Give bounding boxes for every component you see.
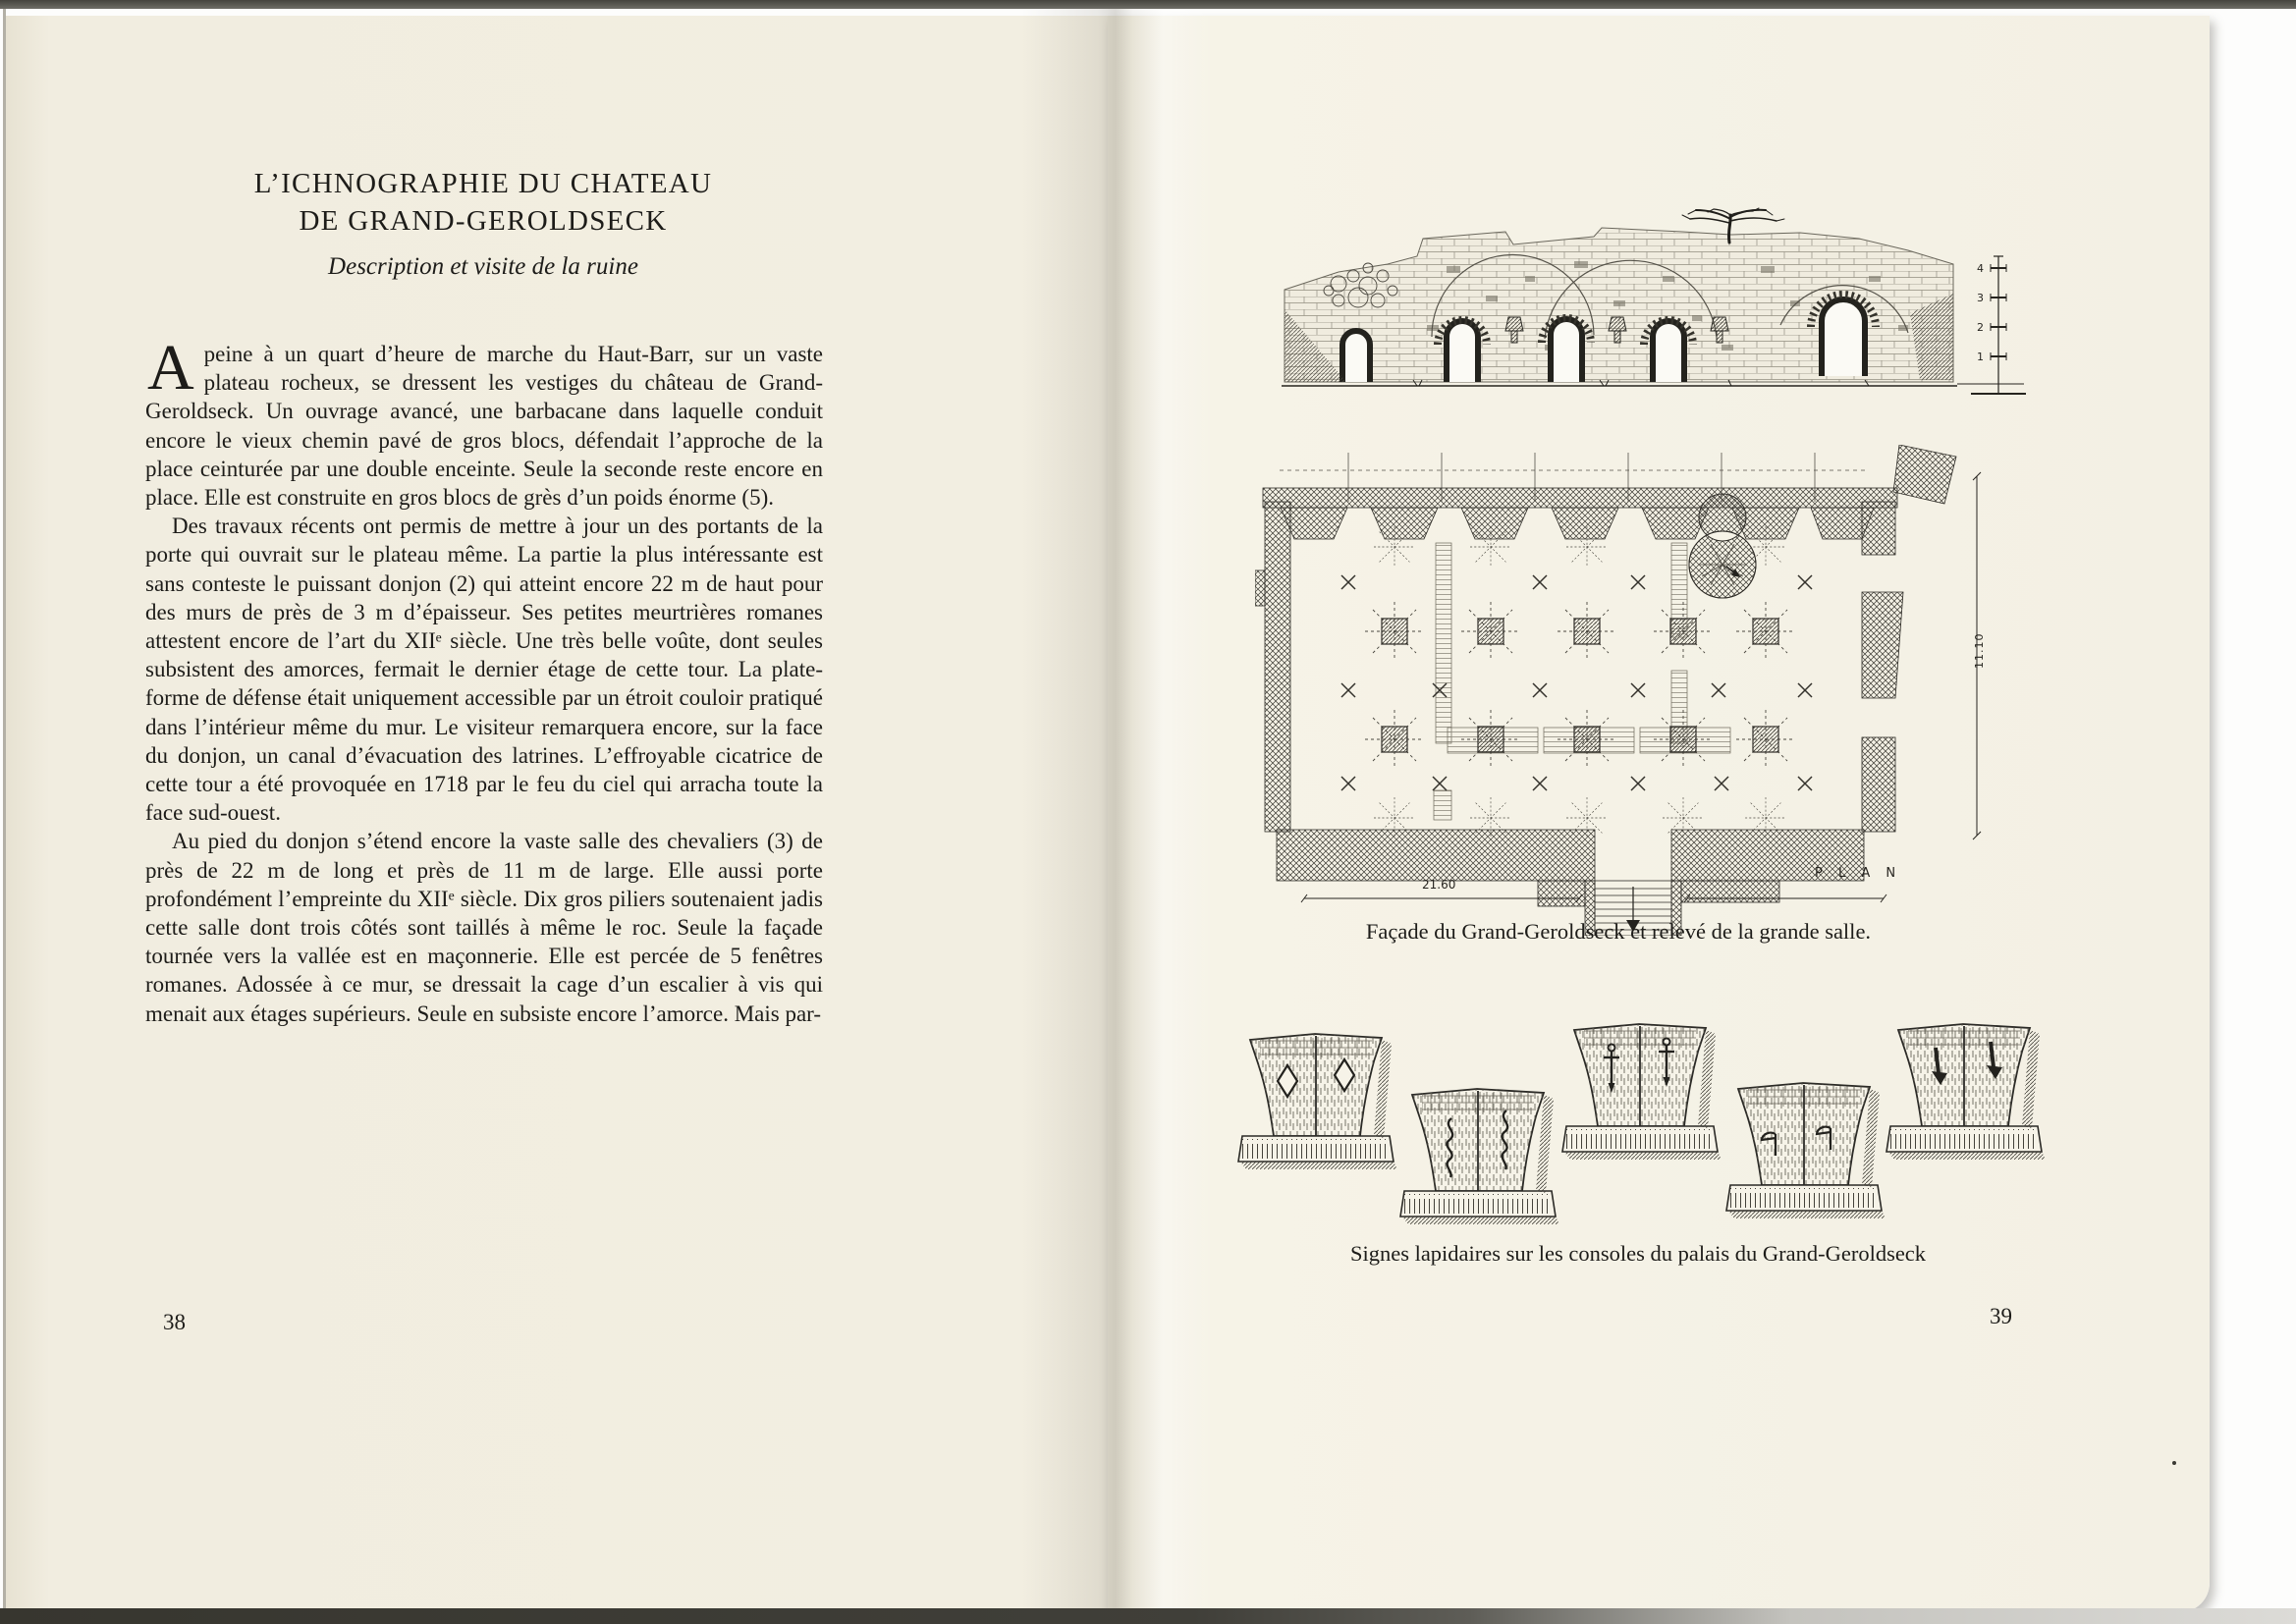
- page-number-right: 39: [1990, 1304, 2012, 1328]
- pillar: [1478, 619, 1503, 644]
- scale-label-3: 3: [1977, 292, 1984, 304]
- title-line-2: DE GRAND-GEROLDSECK: [299, 205, 668, 237]
- pillar: [1670, 619, 1696, 644]
- plan-label: P L A N: [1815, 866, 1902, 881]
- paragraph-1: [145, 332, 823, 512]
- scan-top-edge: [0, 0, 2296, 9]
- pillar: [1670, 727, 1696, 752]
- arched-window: [1653, 321, 1684, 382]
- paragraph-1-text: peine à un quart d’heure de marche du Haut-Barr, sur un vaste plateau rocheux, se dressent les vestiges du château de Grand-Geroldseck. Un ouvrage avancé, une barbacane dans laquelle conduit encore le vieux chemin pavé de gros blocs, défendait l’approche de la place ceinturée par une double enceinte. Seule la seconde reste encore en place. Elle est construite en gros blocs de grès d’un poids énorme (5).: [145, 342, 823, 511]
- facade-illustration: [1270, 207, 2026, 418]
- pillar: [1478, 727, 1503, 752]
- facade-wall: [1285, 228, 1953, 382]
- width-dimension-label: 21.60: [1422, 878, 1456, 892]
- pillar: [1753, 619, 1778, 644]
- partition-walls: [1434, 543, 1730, 820]
- consoles-illustration: [1226, 1002, 2060, 1243]
- height-dimension-label: 11.10: [1973, 632, 1986, 669]
- facade-caption: Façade du Grand-Geroldseck et relevé de la grande salle.: [1365, 919, 1872, 944]
- scan-speck: [2172, 1461, 2176, 1465]
- page-number-left: 38: [163, 1310, 186, 1334]
- right-page: [1108, 16, 2210, 1612]
- dimension-height: [1973, 472, 1986, 839]
- right-wall: [1862, 502, 1895, 555]
- left-page: [6, 16, 1108, 1612]
- title-line-1: L’ICHNOGRAPHIE DU CHATEAU: [253, 168, 713, 199]
- scale-label-2: 2: [1977, 321, 1984, 334]
- article-subtitle: Description et visite de la ruine: [328, 253, 638, 280]
- scale-bar: [1971, 256, 2026, 394]
- body-text: [145, 332, 823, 1028]
- console-2: [1400, 1089, 1559, 1224]
- console-4: [1726, 1083, 1886, 1218]
- buttresses: [1281, 508, 1874, 539]
- left-wall: [1265, 502, 1290, 832]
- article-title: [145, 165, 821, 240]
- cross-marks: [1341, 575, 1812, 790]
- arched-window: [1447, 321, 1478, 382]
- arched-window: [1822, 299, 1865, 376]
- pillar: [1574, 619, 1600, 644]
- pillar: [1382, 619, 1407, 644]
- bottom-wall-left: [1277, 830, 1595, 881]
- console-1: [1238, 1034, 1397, 1169]
- corner-pier: [1893, 445, 1956, 504]
- drop-cap: A: [147, 332, 194, 404]
- pillar: [1753, 727, 1778, 752]
- paragraph-3: Au pied du donjon s’étend encore la vaste salle des chevaliers (3) de près de 22 m de long et près de 11 m de large. Elle aussi porte profondément l’empreinte du XIIᵉ siècle. Dix gros piliers soutenaient jadis cette salle dont trois côtés sont taillés à même le roc. Seule la façade tournée vers la vallée est en maçonnerie. Elle est percée de 5 fenêtres romanes. Adossée à ce mur, se dressait la cage d’un escalier à vis qui menait aux étages supérieurs. Seule en subsiste encore l’amorce. Mais par-: [145, 829, 823, 1026]
- arched-window: [1342, 331, 1370, 382]
- paragraph-2: Des travaux récents ont permis de mettre à jour un des portants de la porte qui ouvrait sur le plateau même. La partie la plus intéressante est sans conteste le puissant donjon (2) qui atteint encore 22 m de haut pour des murs de près de 3 m d’épaisseur. Ses petites meurtrières romanes attestent encore de l’art du XIIᵉ siècle. Une très belle voûte, dont seules subsistent des amorces, fermait le dernier étage de cette tour. La plate-forme de défense était uniquement accessible par un étroit couloir pratiqué dans l’intérieur même du mur. Le visiteur remarquera encore, sur la face du donjon, un canal d’évacuation des latrines. L’effroyable cicatrice de cette tour a été provoquée en 1718 par le feu du ciel qui arracha toute la face sud-ouest.: [145, 514, 823, 826]
- console-3: [1562, 1024, 1722, 1160]
- scan-bottom-edge: [0, 1608, 2296, 1624]
- console-5: [1886, 1024, 2046, 1160]
- plan-walls: [1255, 445, 1956, 906]
- pillar: [1574, 727, 1600, 752]
- scale-label-4: 4: [1977, 262, 1984, 275]
- consoles-caption: Signes lapidaires sur les consoles du palais du Grand-Geroldseck: [1349, 1241, 1927, 1266]
- scale-label-1: 1: [1977, 351, 1984, 363]
- arched-window: [1551, 319, 1582, 382]
- pillar: [1382, 727, 1407, 752]
- floor-plan-illustration: [1255, 445, 2001, 936]
